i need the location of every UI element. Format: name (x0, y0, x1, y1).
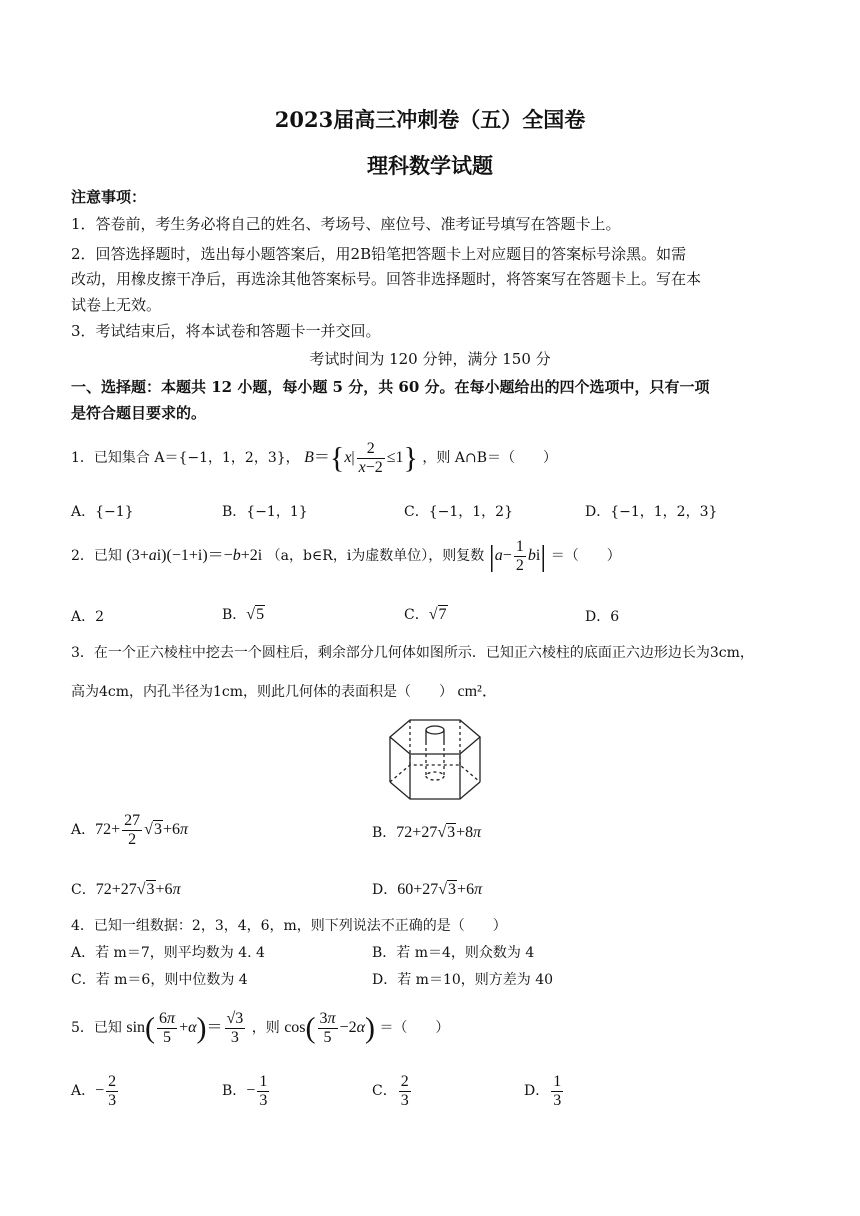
q2-option-c: C．√7 (404, 606, 447, 623)
q5-middle: ，则 (251, 1020, 280, 1037)
q3-line2: 高为4cm，内孔半径为1cm，则此几何体的表面积是（ ） cm²． (71, 683, 498, 700)
q1-option-c: C．{−1，1，2} (404, 504, 513, 520)
q2-prefix: 2．已知 (71, 548, 122, 565)
q5-option-b: B．− $\frac{1}{3}$ (222, 1073, 268, 1109)
q1-option-b: B．{−1，1} (222, 504, 308, 520)
question-2 (71, 538, 621, 575)
notice-item-2-line1: 2．回答选择题时，选出每小题答案后，用2B铅笔把答题卡上对应题目的答案标号涂黑。如需 (71, 245, 687, 263)
q3-option-c: C．72+27√3+6π (71, 881, 181, 898)
q4-option-a: A．若 m＝7，则平均数为 4. 4 (71, 945, 265, 961)
section1-line1: 一、选择题：本题共 12 小题，每小题 5 分，共 60 分。在每小题给出的四个选项中，只有一项 (71, 378, 710, 396)
q2-suffix: ＝（ ） (550, 548, 621, 565)
q5-target: cos( $\frac{3\pi}{5}$ −2α) (284, 1010, 375, 1046)
q5-option-c: C． $\frac{2}{3}$ (372, 1073, 409, 1109)
q3-option-d: D．60+27√3+6π (372, 881, 483, 898)
q5-given: sin( $\frac{6\pi}{5}$ +α)＝ $\frac{√3}{3}$ (126, 1010, 244, 1046)
q2-modulus: |a− $\frac{1}{2}$ bi| (488, 538, 547, 574)
page-title: 2023届高三冲刺卷（五）全国卷 (274, 107, 586, 132)
q1-suffix: ，则 A∩B＝（ ） (422, 450, 557, 467)
q4-option-c: C．若 m＝6，则中位数为 4 (71, 972, 248, 988)
q2-equation: (3+ai)(−1+i)＝−b+2i (126, 547, 263, 565)
page-subtitle: 理科数学试题 (367, 153, 493, 178)
q1-set-b: B＝{x| $\frac{2}{x-2}$ ≤1} (304, 440, 418, 476)
notice-item-2-line2: 改动，用橡皮擦干净后，再选涂其他答案标号。回答非选择题时，将答案写在答题卡上。写在本 (71, 270, 702, 288)
q1-prefix: 1．已知集合 A＝{−1，1，2，3}， (71, 450, 300, 467)
q2-option-d: D．6 (585, 609, 620, 625)
q5-suffix: ＝（ ） (379, 1020, 450, 1037)
notice-item-3: 3．考试结束后，将本试卷和答题卡一并交回。 (71, 322, 381, 340)
q5-option-a: A．− $\frac{2}{3}$ (71, 1073, 117, 1109)
q2-middle: （a，b∈R，i为虚数单位），则复数 (266, 548, 485, 565)
question-5 (71, 1010, 449, 1047)
section1-line2: 是符合题目要求的。 (71, 404, 207, 422)
q3-option-b: B．72+27√3+8π (372, 824, 482, 841)
exam-time: 考试时间为 120 分钟，满分 150 分 (309, 350, 551, 368)
q4-option-b: B．若 m＝4，则众数为 4 (372, 945, 535, 961)
notice-heading: 注意事项： (71, 188, 147, 206)
q3-line1: 3．在一个正六棱柱中挖去一个圆柱后，剩余部分几何体如图所示．已知正六棱柱的底面正六边形边长为3cm， (71, 645, 754, 661)
question-1 (71, 440, 557, 477)
q5-prefix: 5．已知 (71, 1020, 122, 1037)
q5-option-d: D． $\frac{1}{3}$ (524, 1073, 562, 1109)
q4-stem: 4．已知一组数据：2，3，4，6，m，则下列说法不正确的是（ ） (71, 918, 507, 934)
q2-option-a: A．2 (71, 609, 105, 625)
q4-option-d: D．若 m＝10，则方差为 40 (372, 972, 554, 988)
notice-item-2-line3: 试卷上无效。 (71, 296, 162, 314)
hexagonal-prism-figure (380, 712, 490, 802)
q3-option-a: A．72+ $\frac{27}{2}$ √3+6π (71, 812, 188, 848)
q1-option-d: D．{−1，1，2，3} (585, 504, 718, 520)
notice-item-1: 1．答卷前，考生务必将自己的姓名、考场号、座位号、准考证号填写在答题卡上。 (71, 215, 621, 233)
q1-option-a: A．{−1} (71, 504, 134, 520)
q2-option-b: B．√5 (222, 606, 265, 623)
